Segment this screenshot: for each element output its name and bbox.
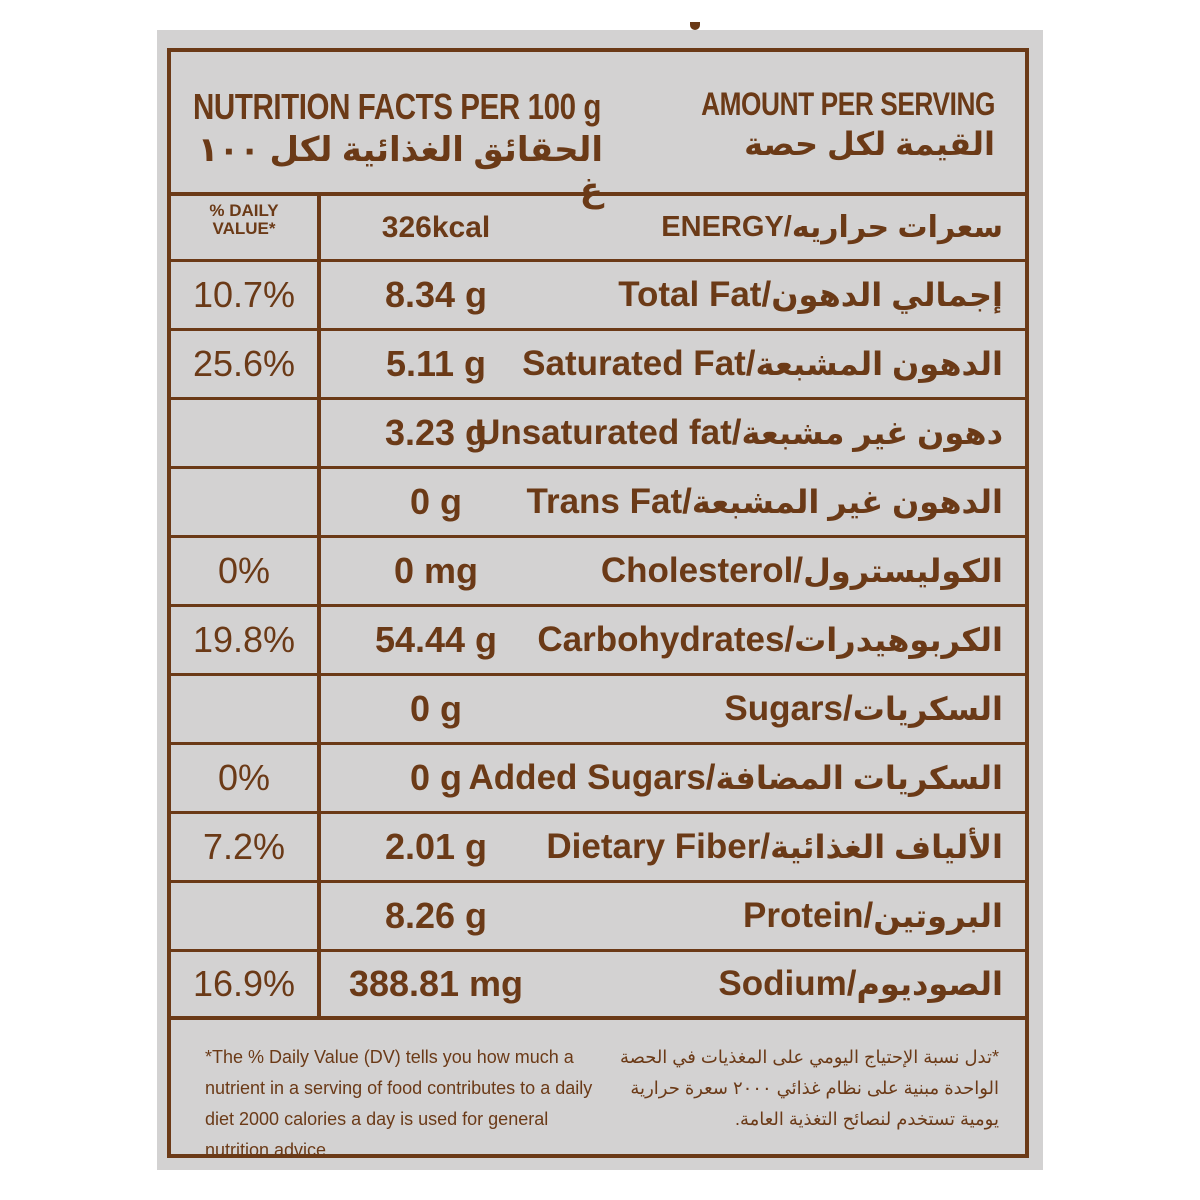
daily-value: 7.2% bbox=[171, 814, 321, 880]
daily-value bbox=[171, 400, 321, 466]
nutrient-name-en: Unsaturated fat/ bbox=[475, 413, 742, 452]
nutrient-name-en: ENERGY/ bbox=[661, 211, 792, 243]
nutrient-name-ar: الدهون المشبعة bbox=[755, 346, 1003, 382]
nutrient-name-ar: الصوديوم bbox=[856, 966, 1003, 1002]
serving-ar: القيمة لكل حصة bbox=[744, 126, 995, 162]
title-block bbox=[193, 86, 613, 210]
daily-value: 25.6% bbox=[171, 331, 321, 397]
nutrient-name bbox=[743, 883, 1003, 949]
nutrient-name-ar: دهون غير مشبعة bbox=[741, 415, 1003, 451]
nutrient-name-en: Sodium/ bbox=[718, 964, 857, 1003]
nutrient-name bbox=[724, 676, 1003, 742]
nutrient-row bbox=[171, 538, 1025, 607]
nutrient-name-ar: الكربوهيدرات bbox=[794, 622, 1003, 658]
nutrient-amount: 8.34 g bbox=[384, 274, 488, 315]
daily-value-header-line: % DAILY bbox=[209, 201, 279, 220]
nutrient-name-ar: الدهون غير المشبعة bbox=[691, 484, 1003, 520]
nutrient-amount: 8.26 g bbox=[384, 895, 488, 936]
daily-value: 19.8% bbox=[171, 607, 321, 673]
nutrient-row bbox=[171, 814, 1025, 883]
daily-value: 0% bbox=[171, 745, 321, 811]
nutrient-name bbox=[661, 196, 1003, 259]
nutrient-row bbox=[171, 745, 1025, 814]
nutrition-facts-table bbox=[167, 48, 1029, 1158]
nutrient-row bbox=[171, 469, 1025, 538]
nutrient-name-en: Sugars/ bbox=[724, 689, 853, 728]
nutrient-name bbox=[469, 745, 1003, 811]
nutrient-name-ar: السكريات bbox=[852, 691, 1003, 727]
nutrient-name-ar: إجمالي الدهون bbox=[771, 277, 1003, 313]
nutrient-amount: 3.23 g bbox=[384, 412, 488, 453]
daily-value bbox=[171, 883, 321, 949]
serving-block bbox=[635, 86, 995, 163]
nutrient-amount: 54.44 g bbox=[374, 619, 498, 660]
nutrient-name-en: Added Sugars/ bbox=[468, 758, 716, 797]
title-ar: الحقائق الغذائية لكل ١٠٠ غ bbox=[197, 131, 603, 209]
nutrient-row bbox=[171, 883, 1025, 952]
serving-en: AMOUNT PER SERVING bbox=[701, 86, 995, 122]
footnote-en: *The % Daily Value (DV) tells you how much a nutrient in a serving of food contributes to a daily diet 2000 calories a day is used for general nutrition advice. bbox=[205, 1047, 593, 1160]
footnote bbox=[171, 1026, 1025, 1158]
daily-value: 16.9% bbox=[171, 952, 321, 1016]
nutrient-row bbox=[171, 262, 1025, 331]
nutrient-amount: 0 g bbox=[409, 688, 462, 729]
nutrient-name-ar: الكوليسترول bbox=[803, 553, 1003, 589]
nutrient-row bbox=[171, 676, 1025, 745]
nutrient-name bbox=[537, 607, 1003, 673]
nutrient-name-en: Total Fat/ bbox=[618, 275, 772, 314]
nutrient-amount: 5.11 g bbox=[385, 343, 487, 384]
nutrient-name bbox=[527, 469, 1004, 535]
nutrient-name-ar: البروتين bbox=[873, 898, 1003, 934]
nutrient-amount: 2.01 g bbox=[384, 826, 488, 867]
title-en: NUTRITION FACTS PER 100 g bbox=[193, 86, 602, 127]
nutrient-name bbox=[618, 262, 1003, 328]
package-mark bbox=[690, 22, 700, 30]
nutrient-name-en: Dietary Fiber/ bbox=[546, 827, 771, 866]
nutrient-row bbox=[171, 331, 1025, 400]
nutrient-row bbox=[171, 196, 1025, 262]
nutrient-rows bbox=[171, 196, 1025, 1020]
nutrient-name bbox=[546, 814, 1003, 880]
daily-value-header bbox=[171, 196, 321, 259]
nutrient-amount: 0 g bbox=[409, 757, 462, 798]
nutrient-name-ar: الألياف الغذائية bbox=[770, 829, 1003, 865]
nutrient-name-en: Protein/ bbox=[742, 896, 874, 935]
footnote-ar: *تدل نسبة الإحتياج اليومي على المغذيات في الحصة الواحدة مبنية على نظام غذائي ٢٠٠٠ سعرة حرارية يومية تستخدم لنصائح التغذية العامة. bbox=[619, 1047, 999, 1129]
daily-value-header-line: VALUE* bbox=[212, 218, 276, 238]
nutrient-amount: 0 g bbox=[409, 481, 462, 522]
nutrient-name-ar: سعرات حراريه bbox=[791, 211, 1003, 244]
nutrient-name bbox=[475, 400, 1003, 466]
daily-value bbox=[171, 676, 321, 742]
nutrient-amount: 388.81 mg bbox=[348, 963, 524, 1004]
nutrient-name-en: Cholesterol/ bbox=[600, 551, 804, 590]
daily-value bbox=[171, 469, 321, 535]
nutrient-name-en: Carbohydrates/ bbox=[537, 620, 795, 659]
nutrient-name-ar: السكريات المضافة bbox=[715, 760, 1003, 796]
daily-value: 10.7% bbox=[171, 262, 321, 328]
nutrient-name bbox=[718, 952, 1003, 1016]
daily-value: 0% bbox=[171, 538, 321, 604]
table-header bbox=[171, 52, 1025, 209]
nutrient-name-en: Trans Fat/ bbox=[526, 482, 692, 521]
nutrient-name bbox=[522, 331, 1003, 397]
nutrient-name bbox=[601, 538, 1003, 604]
nutrient-row bbox=[171, 607, 1025, 676]
nutrient-row bbox=[171, 952, 1025, 1020]
nutrient-amount: 326kcal bbox=[381, 210, 491, 244]
nutrient-row bbox=[171, 400, 1025, 469]
nutrient-amount: 0 mg bbox=[393, 550, 479, 591]
nutrient-name-en: Saturated Fat/ bbox=[522, 344, 756, 383]
